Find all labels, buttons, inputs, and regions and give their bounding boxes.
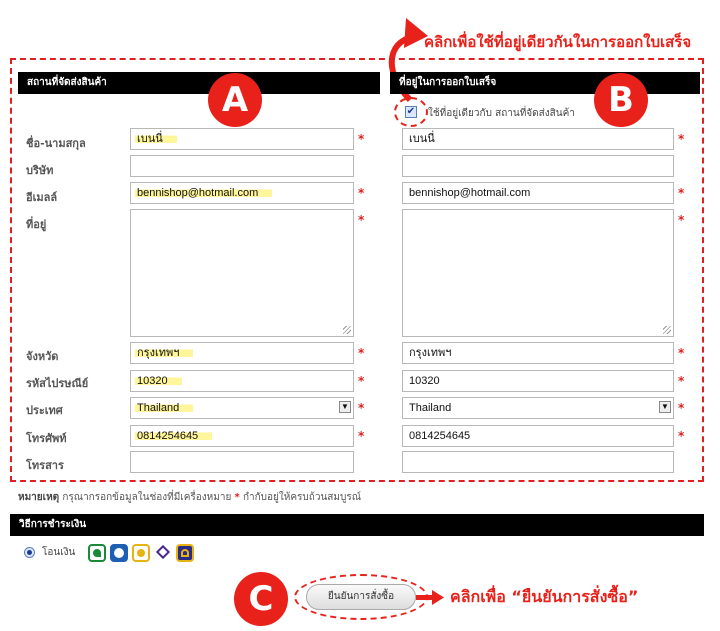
badge-b: B xyxy=(594,73,648,127)
required-star: * xyxy=(358,186,365,200)
billing-phone-input[interactable] xyxy=(402,425,674,447)
required-star: * xyxy=(678,346,685,360)
remark-suffix: กำกับอยู่ให้ครบถ้วนสมบูรณ์ xyxy=(242,492,361,503)
transfer-label: โอนเงิน xyxy=(42,547,76,558)
billing-postcode-input[interactable] xyxy=(402,370,674,392)
remark xyxy=(18,490,361,505)
badge-a: A xyxy=(208,73,262,127)
annotation-bottom-text: คลิกเพื่อ “ยืนยันการสั่งซื้อ” xyxy=(450,587,639,606)
shipping-postcode-value: 10320 xyxy=(135,375,182,387)
billing-name-value: เบนนี่ xyxy=(409,133,435,145)
label-province: จังหวัด xyxy=(26,350,59,363)
resize-grip-icon[interactable] xyxy=(343,326,351,334)
billing-postcode-value: 10320 xyxy=(409,375,440,387)
required-star: * xyxy=(358,213,365,227)
billing-province-input[interactable] xyxy=(402,342,674,364)
shipping-postcode-input[interactable] xyxy=(130,370,354,392)
required-star: * xyxy=(358,401,365,415)
shipping-header: สถานที่จัดส่งสินค้า xyxy=(18,72,380,94)
remark-prefix: หมายเหตุ xyxy=(18,492,60,503)
resize-grip-icon[interactable] xyxy=(663,326,671,334)
krungthai-bank-icon xyxy=(110,544,128,562)
label-country: ประเทศ xyxy=(26,404,63,417)
shipping-name-value: เบนนี่ xyxy=(135,133,177,145)
shipping-email-input[interactable] xyxy=(130,182,354,204)
transfer-radio[interactable] xyxy=(24,547,35,558)
billing-company-input[interactable] xyxy=(402,155,674,177)
shipping-country-select[interactable] xyxy=(130,397,354,419)
required-star: * xyxy=(678,401,685,415)
required-star: * xyxy=(358,346,365,360)
label-name: ชื่อ-นามสกุล xyxy=(26,137,86,150)
required-star: * xyxy=(678,186,685,200)
kasikorn-bank-icon xyxy=(88,544,106,562)
shipping-fax-input[interactable] xyxy=(130,451,354,473)
label-email: อีเมลล์ xyxy=(26,191,58,204)
required-star: * xyxy=(678,213,685,227)
billing-name-input[interactable] xyxy=(402,128,674,150)
same-address-checkbox[interactable]: ✔ xyxy=(406,106,416,117)
remark-text: กรุณากรอกข้อมูลในช่องที่มีเครื่องหมาย xyxy=(62,492,232,503)
required-star: * xyxy=(678,429,685,443)
annotation-top-text: คลิกเพื่อใช้ที่อยู่เดียวกันในการออกใบเสร็จ xyxy=(424,33,692,51)
annotation-arrow-bottom xyxy=(416,590,446,606)
required-star: * xyxy=(358,429,365,443)
confirm-order-button[interactable]: ยืนยันการสั่งซื้อ xyxy=(306,584,416,610)
chevron-down-icon[interactable]: ▼ xyxy=(339,401,351,413)
required-star: * xyxy=(678,132,685,146)
chevron-down-icon[interactable]: ▼ xyxy=(659,401,671,413)
shipping-country-value: Thailand xyxy=(135,402,193,414)
badge-c: C xyxy=(234,572,288,626)
payment-header: วิธีการชำระเงิน xyxy=(10,514,704,536)
billing-email-input[interactable] xyxy=(402,182,674,204)
shipping-phone-value: 0814254645 xyxy=(135,430,212,442)
required-star: * xyxy=(678,374,685,388)
shipping-email-value: bennishop@hotmail.com xyxy=(135,187,272,199)
label-company: บริษัท xyxy=(26,164,54,177)
same-address-label: ใช้ที่อยู่เดียวกับ สถานที่จัดส่งสินค้า xyxy=(428,108,575,119)
billing-header: ที่อยู่ในการออกใบเสร็จ xyxy=(390,72,700,94)
shipping-company-input[interactable] xyxy=(130,155,354,177)
label-postcode: รหัสไปรษณีย์ xyxy=(26,377,89,390)
billing-province-value: กรุงเทพฯ xyxy=(409,347,452,359)
required-star: * xyxy=(358,374,365,388)
remark-star: * xyxy=(234,492,240,503)
scb-bank-icon xyxy=(154,544,172,562)
krungsri-bank-icon xyxy=(132,544,150,562)
required-star: * xyxy=(358,132,365,146)
shipping-phone-input[interactable] xyxy=(130,425,354,447)
shipping-province-input[interactable] xyxy=(130,342,354,364)
billing-fax-input[interactable] xyxy=(402,451,674,473)
billing-email-value: bennishop@hotmail.com xyxy=(409,187,531,199)
billing-phone-value: 0814254645 xyxy=(409,430,471,442)
billing-country-select[interactable] xyxy=(402,397,674,419)
label-fax: โทรสาร xyxy=(26,459,64,472)
shipping-province-value: กรุงเทพฯ xyxy=(135,347,193,359)
label-address: ที่อยู่ xyxy=(26,218,47,231)
shipping-name-input[interactable] xyxy=(130,128,354,150)
tmb-bank-icon xyxy=(176,544,194,562)
label-phone: โทรศัพท์ xyxy=(26,432,67,445)
billing-address-textarea[interactable] xyxy=(402,209,674,337)
billing-country-value: Thailand xyxy=(409,402,452,414)
shipping-address-textarea[interactable] xyxy=(130,209,354,337)
